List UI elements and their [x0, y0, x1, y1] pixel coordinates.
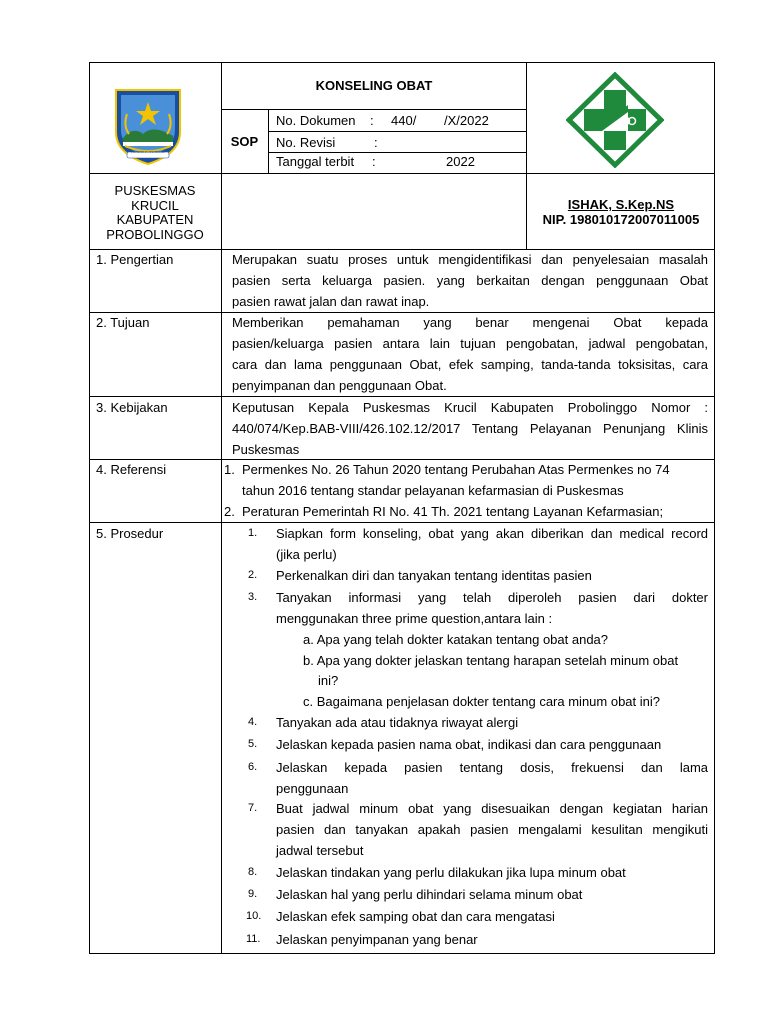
divider-sop [268, 109, 269, 173]
section-body-pengertian [232, 249, 708, 312]
text-line: Buat jadwal minum obat yang disesuaikan dengan kegiatan harian [276, 801, 708, 816]
prosedur-item: Tanyakan ada atau tidaknya riwayat alergi [276, 715, 519, 730]
text-line: menggunakan three prime question,antara lain : [276, 611, 553, 626]
section-label-referensi: 4. Referensi [96, 462, 167, 477]
prosedur-item [276, 798, 708, 861]
referensi-num: 2. [224, 504, 235, 519]
org-line: KRUCIL [131, 197, 179, 213]
referensi-text: Permenkes No. 26 Tahun 2020 tentang Perubahan Atas Permenkes no 74 [242, 462, 670, 477]
puskesmas-logo-icon [566, 72, 664, 168]
tanggal-terbit-colon: : [372, 154, 376, 169]
text-line: pasien dan tanyakan apakah pasien mengalami kesulitan mengikuti [276, 822, 708, 837]
prosedur-item: Jelaskan hal yang perlu dihindari selama minum obat [276, 887, 583, 902]
org-line: KABUPATEN [116, 212, 194, 227]
section-label-prosedur: 5. Prosedur [96, 526, 164, 541]
text-line: Merupakan suatu proses untuk mengidentifikasi dan penyelesaian masalah [232, 252, 708, 267]
divider-col1 [221, 62, 222, 953]
text-line: pasien serta keluarga pasien. yang berkaitan dengan penggunaan Obat [232, 273, 708, 288]
prosedur-subitem: b. Apa yang dokter jelaskan tentang harapan setelah minum obat [303, 653, 679, 668]
border-right [714, 62, 715, 954]
no-dokumen-colon: : [370, 113, 374, 128]
text-line: 440/074/Kep.BAB-VIII/426.102.12/2017 Tentang Pelayanan Penunjang Klinis [232, 421, 708, 436]
section-body-kebijakan [232, 397, 708, 460]
section-body-tujuan [232, 312, 708, 396]
no-revisi-colon: : [374, 135, 378, 150]
prosedur-num: 2. [248, 569, 258, 581]
signer-block [527, 197, 715, 227]
text-line: Tanyakan informasi yang telah diperoleh pasien dari dokter [276, 590, 708, 605]
prosedur-subitem: c. Bagaimana penjelasan dokter tentang cara minum obat ini? [303, 694, 660, 709]
text-line: (jika perlu) [276, 547, 337, 562]
text-line: Jelaskan kepada pasien tentang dosis, frekuensi dan lama [276, 760, 708, 775]
sop-label: SOP [230, 134, 259, 149]
border-bottom [89, 953, 715, 954]
text-line: Siapkan form konseling, obat yang akan diberikan dan medical record [276, 526, 708, 541]
org-name [89, 184, 221, 242]
prosedur-num: 11. [246, 933, 261, 945]
prosedur-num: 7. [248, 802, 258, 814]
no-dokumen-value-b: /X/2022 [444, 113, 489, 128]
referensi-text: tahun 2016 tentang standar pelayanan kefarmasian di Puskesmas [242, 483, 624, 498]
prosedur-item: Jelaskan efek samping obat dan cara mengatasi [276, 909, 555, 924]
text-line: pasien rawat jalan dan rawat inap. [232, 294, 430, 309]
text-line: Keputusan Kepala Puskesmas Krucil Kabupaten Probolinggo Nomor : [232, 400, 708, 415]
prosedur-subitem: a. Apa yang telah dokter katakan tentang obat anda? [303, 632, 609, 647]
divider-header-logo [89, 173, 715, 174]
signer-nip: NIP. 198010172007011005 [542, 212, 700, 227]
prosedur-num: 3. [248, 591, 258, 603]
org-line: PROBOLINGGO [106, 226, 204, 242]
prosedur-num: 8. [248, 866, 258, 878]
prosedur-item [276, 757, 708, 799]
text-line: jadwal tersebut [276, 843, 364, 858]
text-line: cara dan lama penggunaan Obat, efek samping, tanda-tanda toksisitas, cara [232, 357, 708, 372]
prosedur-item: Perkenalkan diri dan tanyakan tentang identitas pasien [276, 568, 592, 583]
prosedur-item: Jelaskan kepada pasien nama obat, indikasi dan cara penggunaan [276, 737, 662, 752]
no-dokumen-label: No. Dokumen [276, 113, 356, 128]
prosedur-item: Jelaskan tindakan yang perlu dilakukan jika lupa minum obat [276, 865, 626, 880]
page-title: KONSELING OBAT [315, 78, 433, 93]
section-label-tujuan: 2. Tujuan [96, 315, 150, 330]
prosedur-item [276, 587, 708, 629]
text-line: pasien/keluarga pasien antara lain tujuan pengobatan, jadwal pengobatan, [232, 336, 708, 351]
text-line: Puskesmas [232, 442, 300, 457]
prosedur-num: 4. [248, 716, 258, 728]
prosedur-num: 10. [246, 910, 262, 922]
signer-name: ISHAK, S.Kep.NS [567, 197, 675, 212]
prosedur-num: 5. [248, 738, 258, 750]
prosedur-num: 6. [248, 761, 258, 773]
border-top [89, 62, 715, 63]
referensi-text: Peraturan Pemerintah RI No. 41 Th. 2021 tentang Layanan Kefarmasian; [242, 504, 664, 519]
tanggal-terbit-label: Tanggal terbit [276, 154, 355, 169]
section-label-pengertian: 1. Pengertian [96, 252, 174, 267]
crest-motto: PRASADHA JINARAKSA [131, 150, 165, 154]
prosedur-num: 1. [248, 527, 258, 539]
prosedur-item [276, 523, 708, 565]
tanggal-terbit-value: 2022 [446, 154, 475, 169]
text-line: Memberikan pemahaman yang benar mengenai Obat kepada [232, 315, 708, 330]
prosedur-num: 9. [248, 888, 258, 900]
section-label-kebijakan: 3. Kebijakan [96, 400, 168, 415]
org-line: PUSKESMAS [114, 183, 196, 198]
referensi-num: 1. [224, 462, 235, 477]
no-dokumen-value-a: 440/ [391, 113, 417, 128]
no-revisi-label: No. Revisi [276, 135, 336, 150]
prosedur-subitem: ini? [318, 673, 339, 688]
text-line: penyimpanan dan penggunaan Obat. [232, 378, 447, 393]
prosedur-item: Jelaskan penyimpanan yang benar [276, 932, 478, 947]
text-line: penggunaan [276, 781, 349, 796]
